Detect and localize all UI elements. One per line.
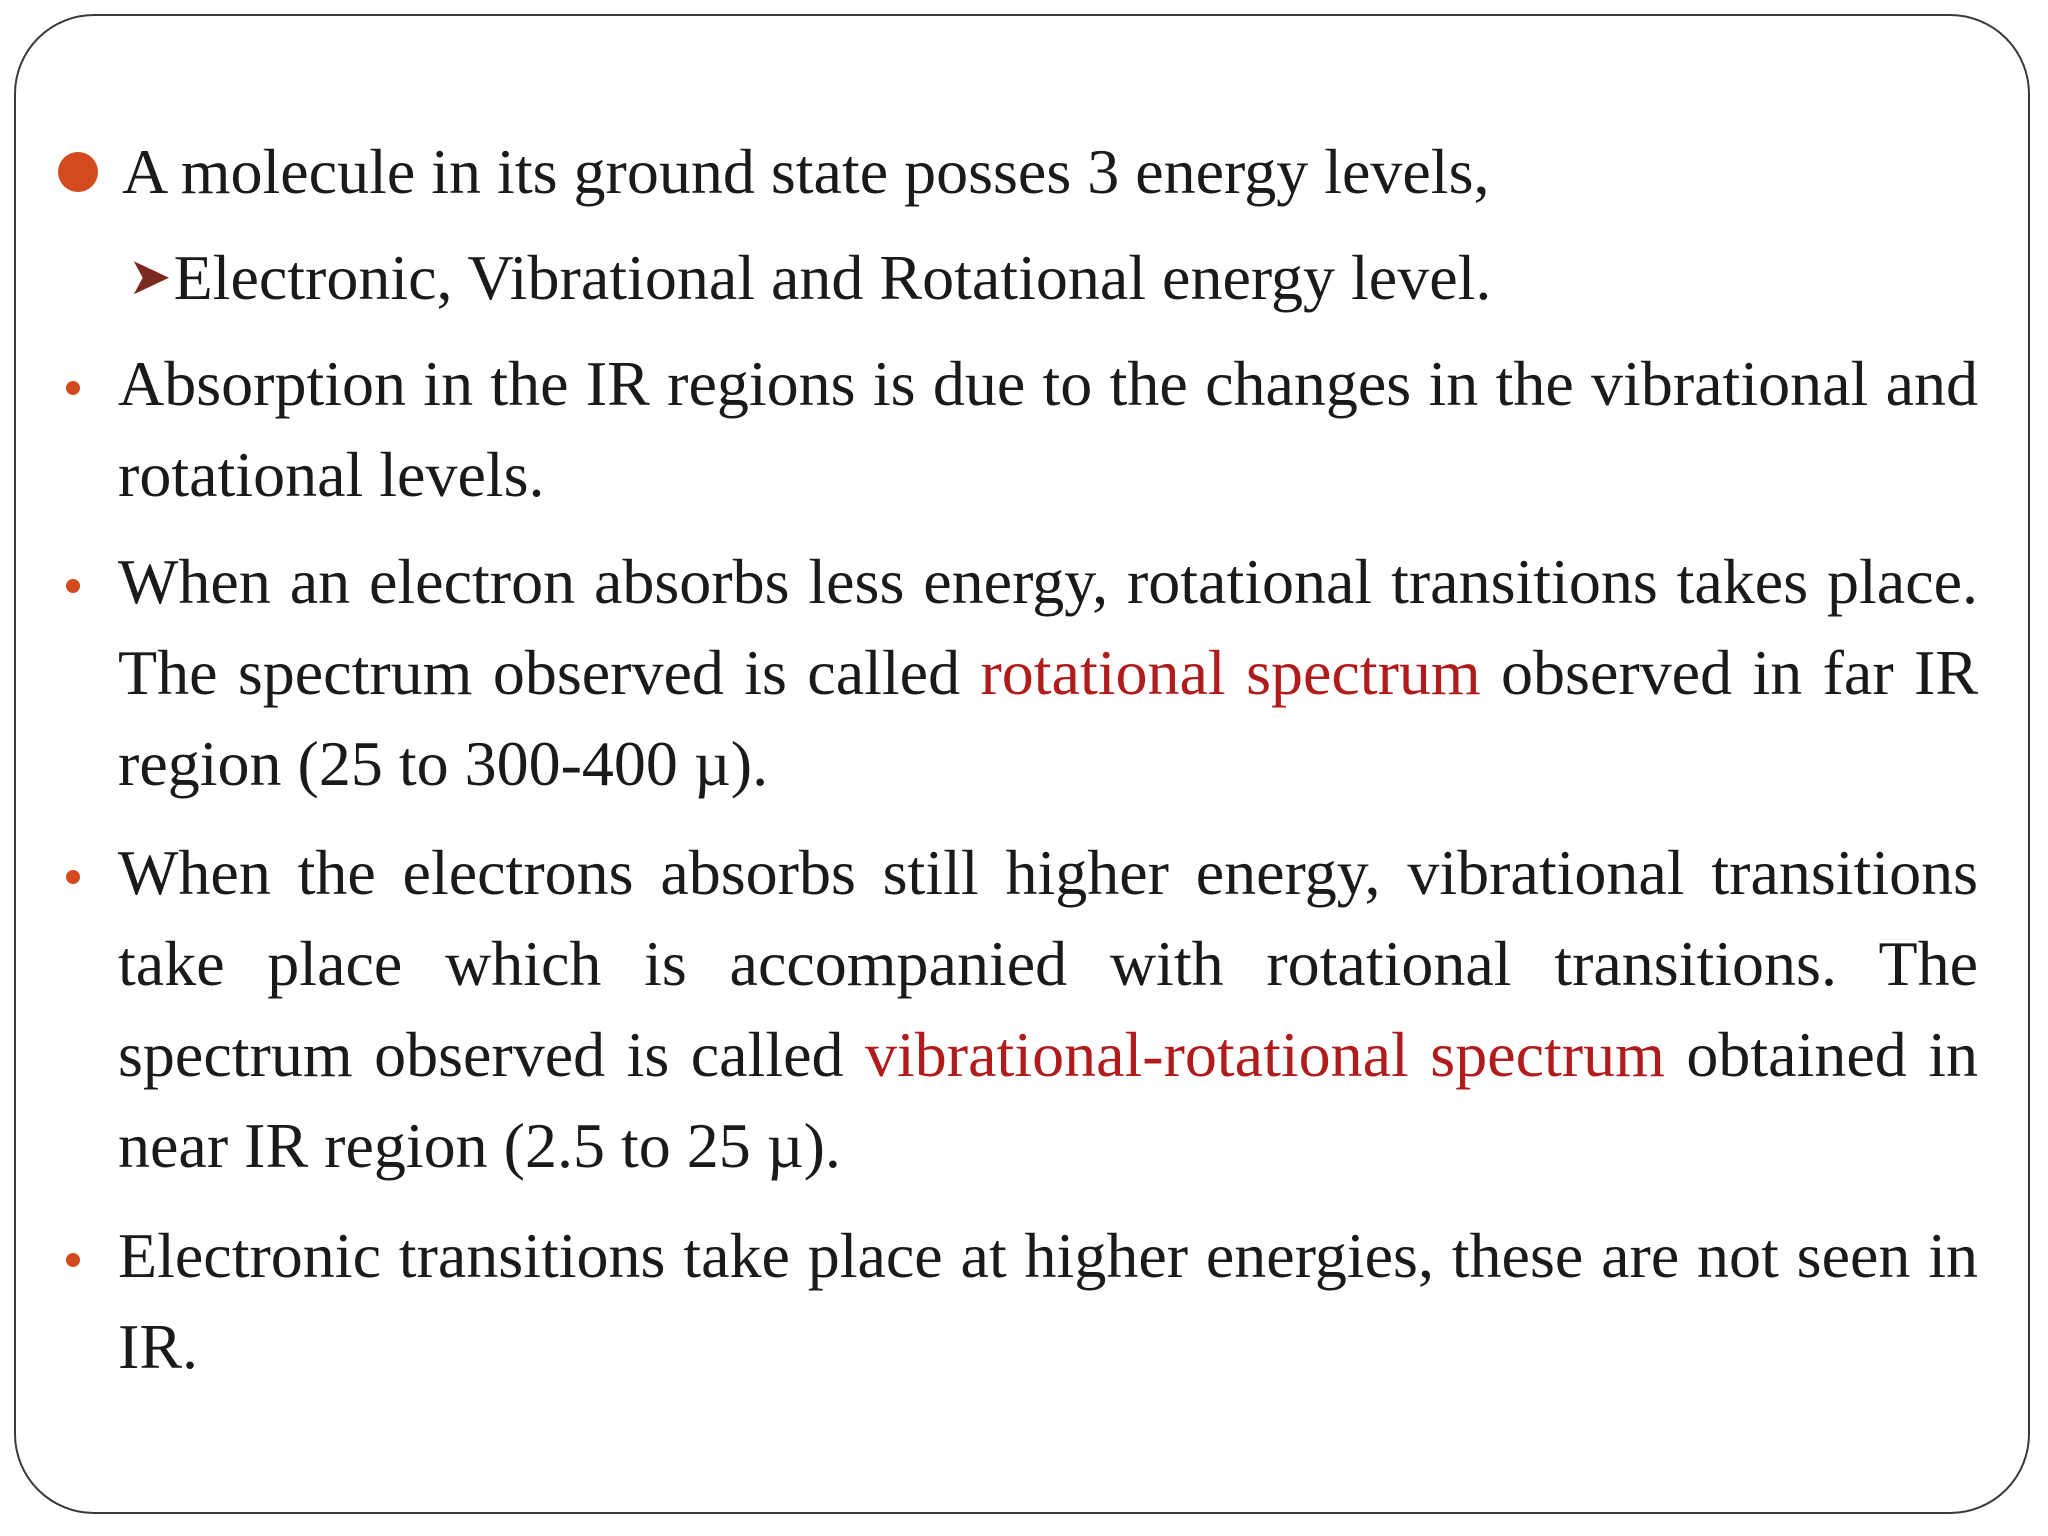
bullet-dot-icon [58, 152, 98, 192]
bullet-dot-icon [66, 381, 80, 395]
arrow-bullet-icon: ➤ [128, 249, 172, 306]
bullet-dot-icon [66, 579, 80, 593]
bullet-text-3-after: observed in far IR region (25 to 300-400 µ). [118, 637, 1979, 799]
bullet-text-3-before: When an electron absorbs less energy, rotational transitions takes place. The spectrum observed is called [118, 546, 1978, 708]
bullet-text-2: Absorption in the IR regions is due to the changes in the vibrational and rotational levels. [118, 348, 1978, 510]
bullet-dot-icon [66, 1253, 80, 1267]
sub-bullet-text: Electronic, Vibrational and Rotational energy level. [173, 242, 1492, 313]
bullet-text-4-before: When the electrons absorbs still higher energy, vibrational transitions take place which is accompanied with rotational transitions. The spectrum observed is called [118, 837, 1978, 1090]
sub-bullet-item [128, 232, 1491, 323]
bullet-text-5: Electronic transitions take place at higher energies, these are not seen in IR. [118, 1220, 1978, 1382]
bullet-text-4 [118, 827, 1978, 1191]
highlight-rotational-spectrum: rotational spectrum [980, 637, 1481, 708]
bullet-dot-icon [66, 870, 80, 884]
bullet-text-1: A molecule in its ground state posses 3 energy levels, [122, 136, 1490, 207]
bullet-text-3 [118, 536, 1978, 809]
highlight-vibrational-rotational-spectrum: vibrational-rotational spectrum [865, 1019, 1665, 1090]
bullet-text-4-after: obtained in near IR region (2.5 to 25 µ). [118, 1019, 1979, 1181]
